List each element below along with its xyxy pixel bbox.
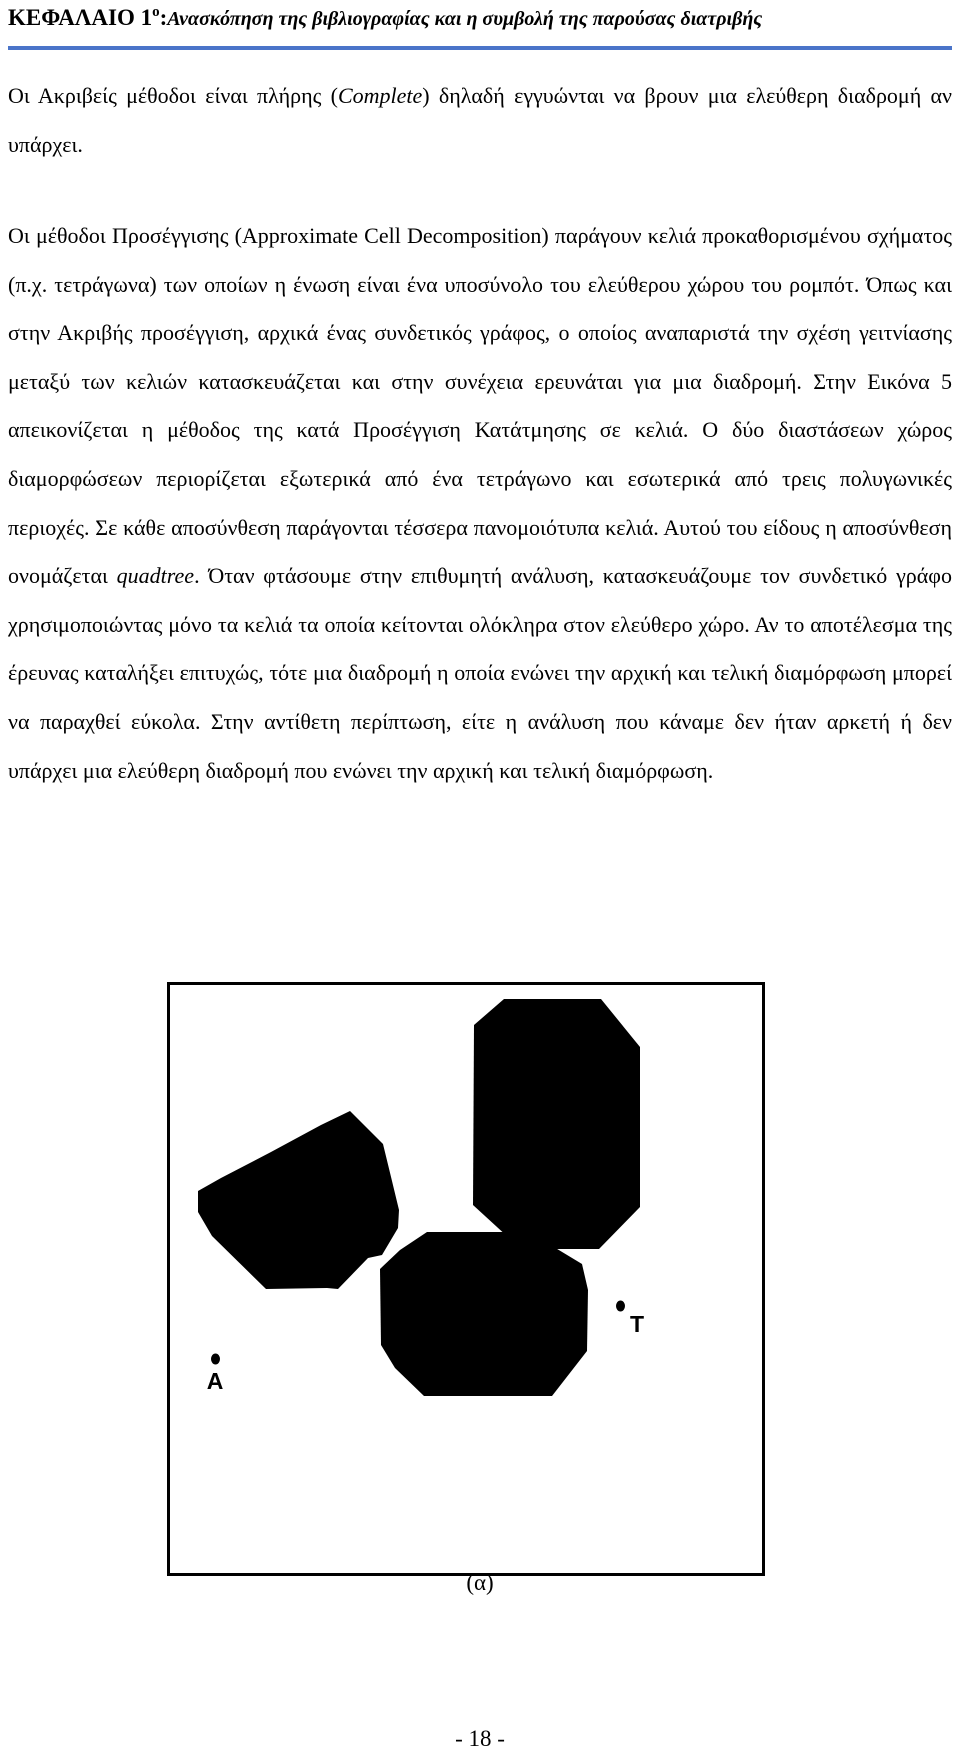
chapter-number: ΚΕΦΑΛΑΙΟ 1 — [8, 5, 153, 30]
paragraph1-italic-term: Complete — [337, 83, 423, 108]
obstacle-bottom-center — [380, 1232, 588, 1396]
header-colon: : — [159, 5, 168, 30]
chapter-header — [8, 4, 952, 50]
paragraph2-text-before: Οι μέθοδοι Προσέγγισης (Approximate Cell Decomposition) παράγουν κελιά προκαθορισμένου σχήματος (π.χ. τετράγωνα) των οποίων η ένωση είναι ένα υποσύνολο του ελεύθερου χώρου του ρομπότ. Όπως και στην Ακριβής προσέγγιση, αρχικά ένας συνδετικός γράφος, ο οποίος αναπαριστά την σχέση γειτνίασης μεταξύ των κελιών κατασκευάζεται και στην συνέχεια ερευνάται για μια διαδρομή. Στην Εικόνα 5 απεικονίζεται η μέθοδος της κατά Προσέγγιση Κατάτμησης σε κελιά. Ο δύο διαστάσεων χώρος διαμορφώσεων περιορίζεται εξωτερικά από ένα τετράγωνο και εσωτερικά από τρεις πολυγωνικές περιοχές. Σε κάθε αποσύνθεση παράγονται τέσσερα πανομοιότυπα κελιά. Αυτού του είδους η αποσύνθεση ονομάζεται — [8, 223, 952, 589]
paragraph2-italic-term: quadtree — [116, 563, 195, 589]
goal-point-label: T — [629, 1311, 645, 1337]
paragraph-approximate-methods — [8, 212, 952, 795]
paragraph1-text-before: Οι Ακριβείς μέθοδοι είναι πλήρης ( — [8, 83, 338, 108]
start-point-label: A — [206, 1368, 224, 1394]
paragraph2-text-after: . Όταν φτάσουμε στην επιθυμητή ανάλυση, κατασκευάζουμε τον συνδετικό γράφο χρησιμοποιώντας μόνο τα κελιά τα οποία κείτονται ολόκληρα στον ελεύθερο χώρο. Αν το αποτέλεσμα της έρευνας καταλήξει επιτυχώς, τότε μια διαδρομή η οποία ενώνει την αρχική και τελική διαμόρφωση μπορεί να παραχθεί εύκολα. Στην αντίθετη περίπτωση, είτε η ανάλυση που κάναμε δεν ήταν αρκετή ή δεν υπάρχει μια ελεύθερη διαδρομή που ενώνει την αρχική και τελική διαμόρφωση. — [8, 563, 952, 783]
obstacle-top-right — [473, 999, 640, 1249]
configuration-space-diagram — [167, 982, 765, 1576]
start-point-marker — [211, 1354, 220, 1365]
page-number: - 18 - — [455, 1726, 505, 1751]
paragraph1-text-after: ) δηλαδή εγγυώνται να βρουν μια ελεύθερη διαδρομή αν υπάρχει. — [8, 83, 952, 157]
paragraph-exact-methods — [8, 72, 952, 169]
configuration-space-figure — [167, 982, 765, 1576]
chapter-superscript: ο — [152, 4, 160, 20]
chapter-subtitle: Ανασκόπηση της βιβλιογραφίας και η συμβολή της παρούσας διατριβής — [167, 8, 763, 30]
figure-caption: (α) — [466, 1570, 494, 1595]
goal-point-marker — [616, 1301, 625, 1312]
